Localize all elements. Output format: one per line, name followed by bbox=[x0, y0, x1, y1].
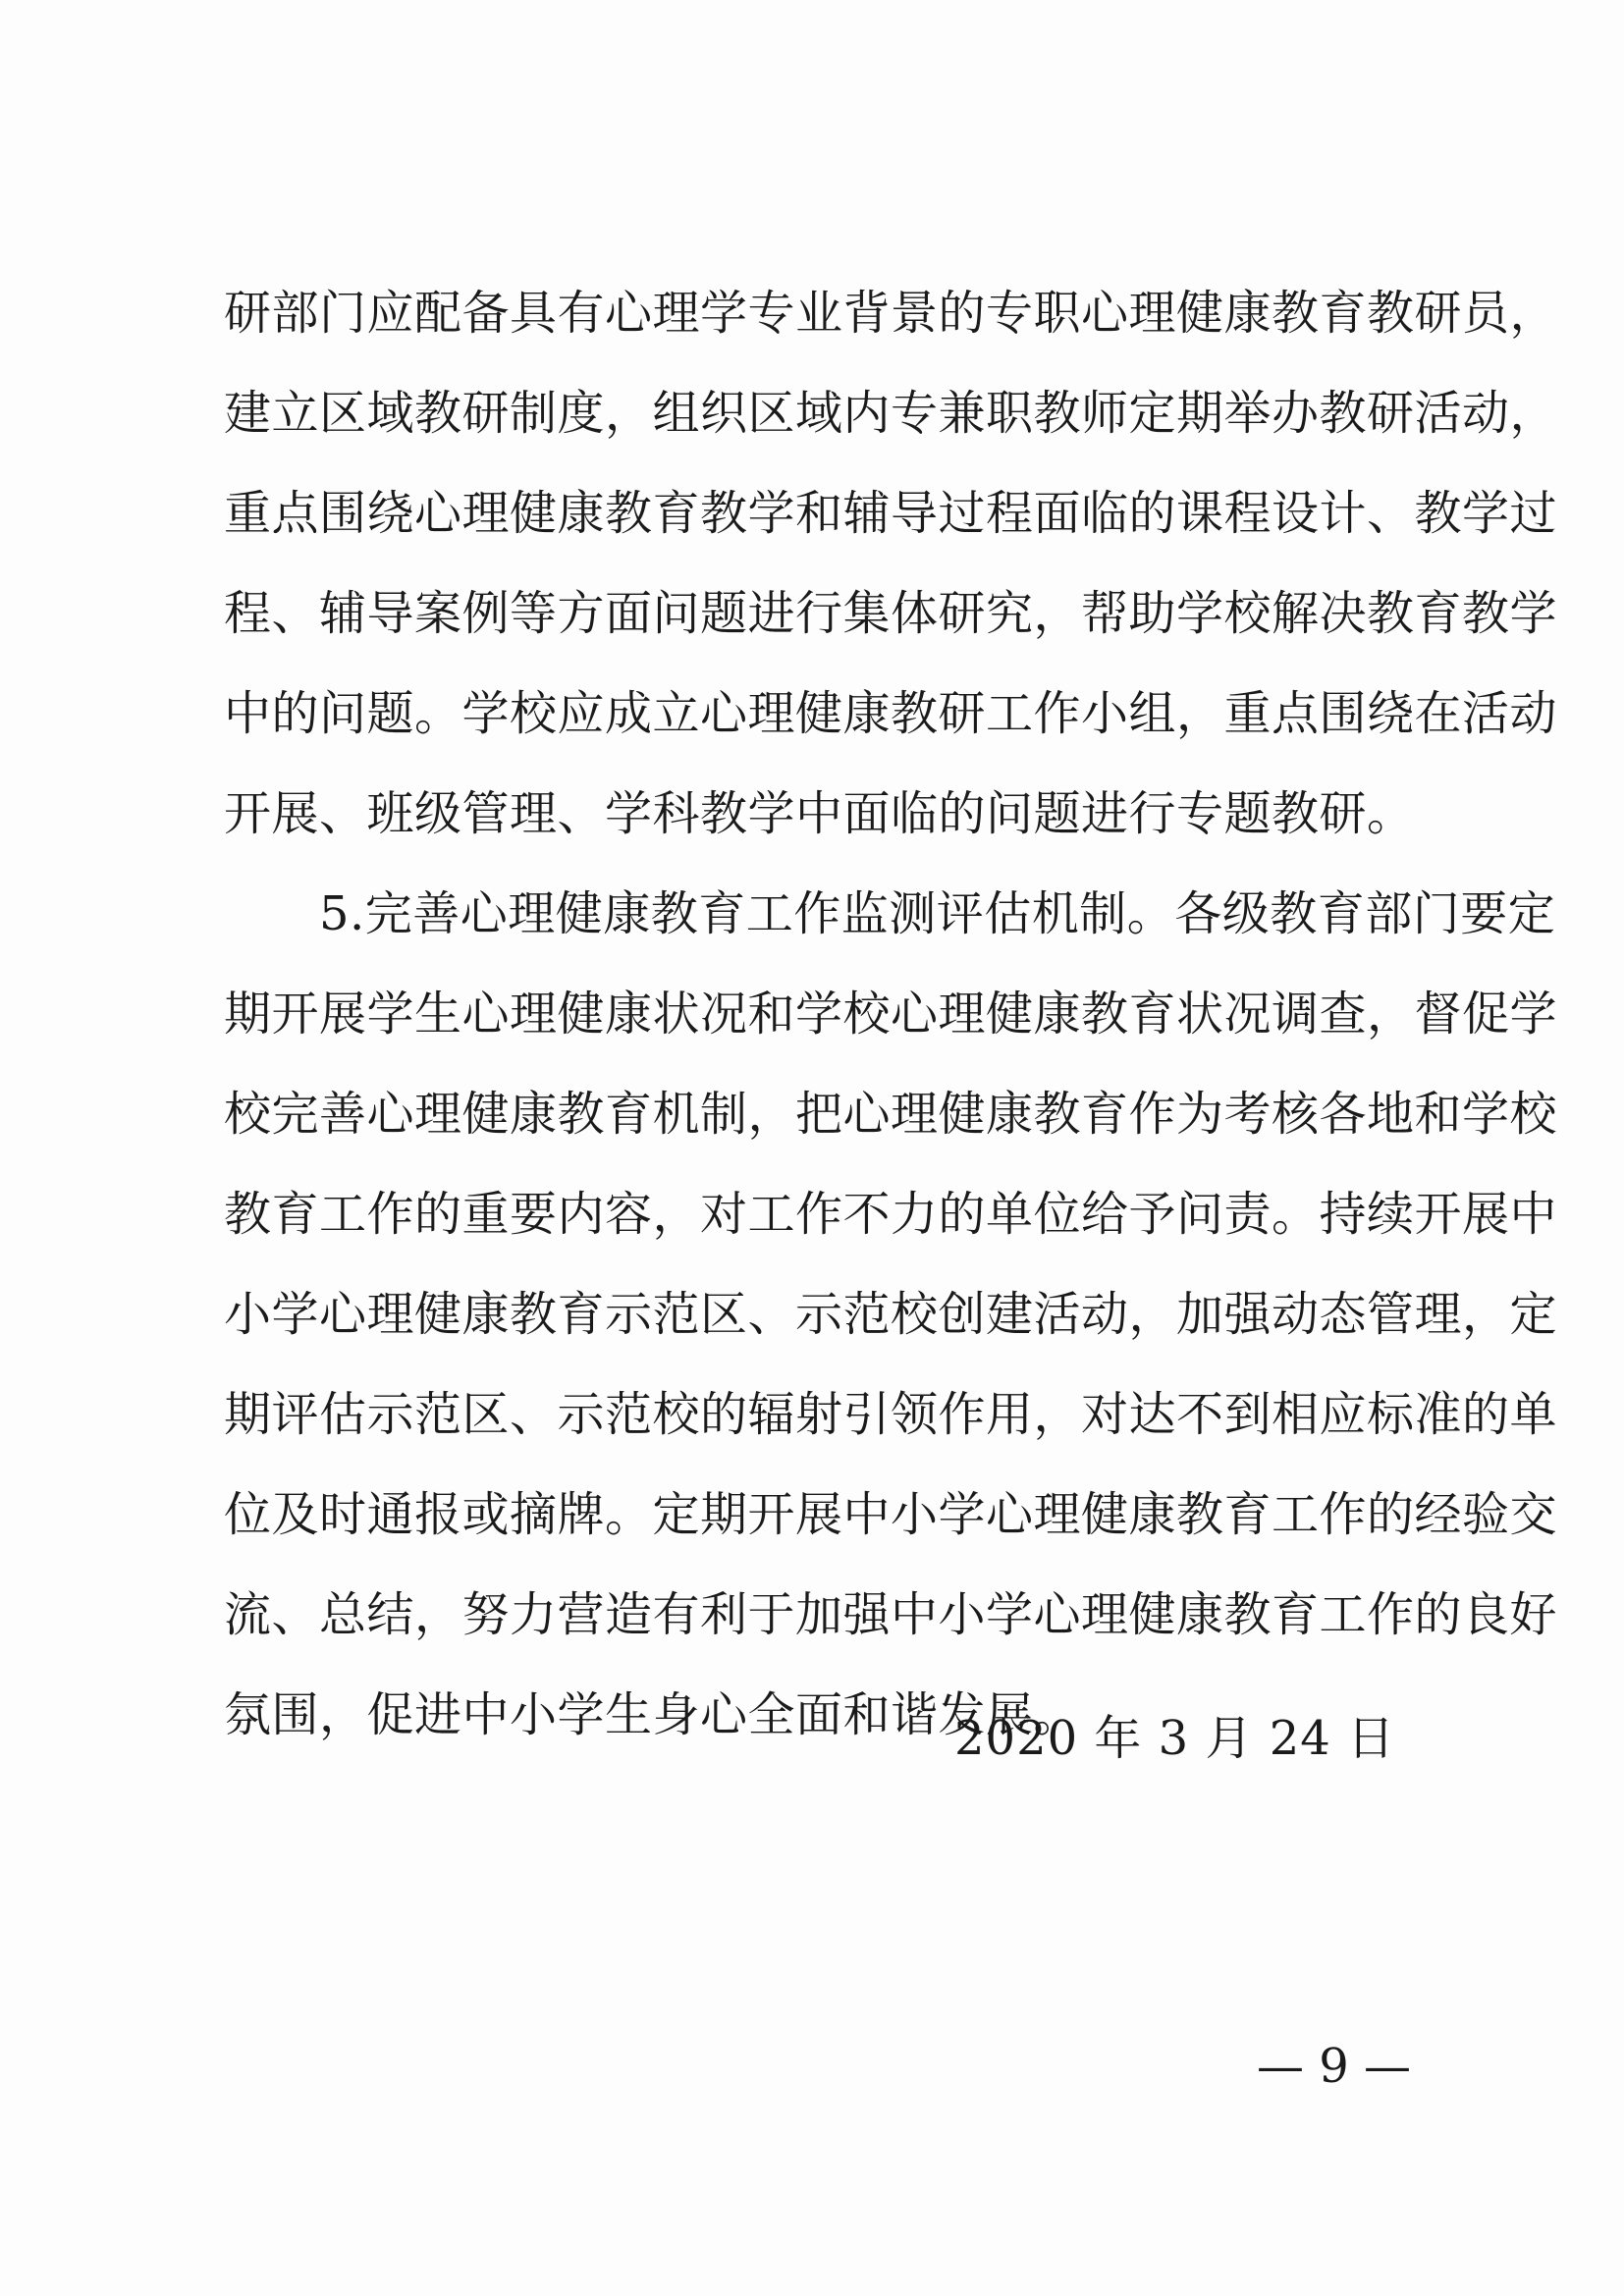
text-line: 5.完善心理健康教育工作监测评估机制。各级教育部门要定 bbox=[224, 886, 1556, 941]
page-number: — 9 — bbox=[1257, 2039, 1412, 2094]
text-line: 开展、班级管理、学科教学中面临的问题进行专题教研。 bbox=[224, 786, 1415, 841]
text-line: 研部门应配备具有心理学专业背景的专职心理健康教育教研员， bbox=[224, 286, 1558, 341]
text-line: 小学心理健康教育示范区、示范校创建活动，加强动态管理，定 bbox=[224, 1287, 1558, 1342]
text-line: 建立区域教研制度，组织区域内专兼职教师定期举办教研活动， bbox=[224, 386, 1558, 441]
text-line: 重点围绕心理健康教育教学和辅导过程面临的课程设计、教学过 bbox=[224, 486, 1558, 541]
document-body bbox=[224, 263, 1558, 1765]
text-line: 教育工作的重要内容，对工作不力的单位给予问责。持续开展中 bbox=[224, 1187, 1558, 1242]
paragraph-continued bbox=[224, 263, 1558, 864]
text-line: 位及时通报或摘牌。定期开展中小学心理健康教育工作的经验交 bbox=[224, 1487, 1558, 1542]
text-line: 氛围，促进中小学生身心全面和谐发展。 bbox=[224, 1687, 1082, 1742]
document-date: 2020 年 3 月 24 日 bbox=[954, 1711, 1396, 1766]
text-line: 期开展学生心理健康状况和学校心理健康教育状况调查，督促学 bbox=[224, 987, 1558, 1041]
text-line: 期评估示范区、示范校的辐射引领作用，对达不到相应标准的单 bbox=[224, 1387, 1558, 1442]
text-line: 中的问题。学校应成立心理健康教研工作小组，重点围绕在活动 bbox=[224, 686, 1558, 741]
text-line: 程、辅导案例等方面问题进行集体研究，帮助学校解决教育教学 bbox=[224, 586, 1558, 641]
text-line: 流、总结，努力营造有利于加强中小学心理健康教育工作的良好 bbox=[224, 1587, 1558, 1642]
text-line: 校完善心理健康教育机制，把心理健康教育作为考核各地和学校 bbox=[224, 1087, 1558, 1142]
paragraph-item-5 bbox=[224, 864, 1558, 1765]
